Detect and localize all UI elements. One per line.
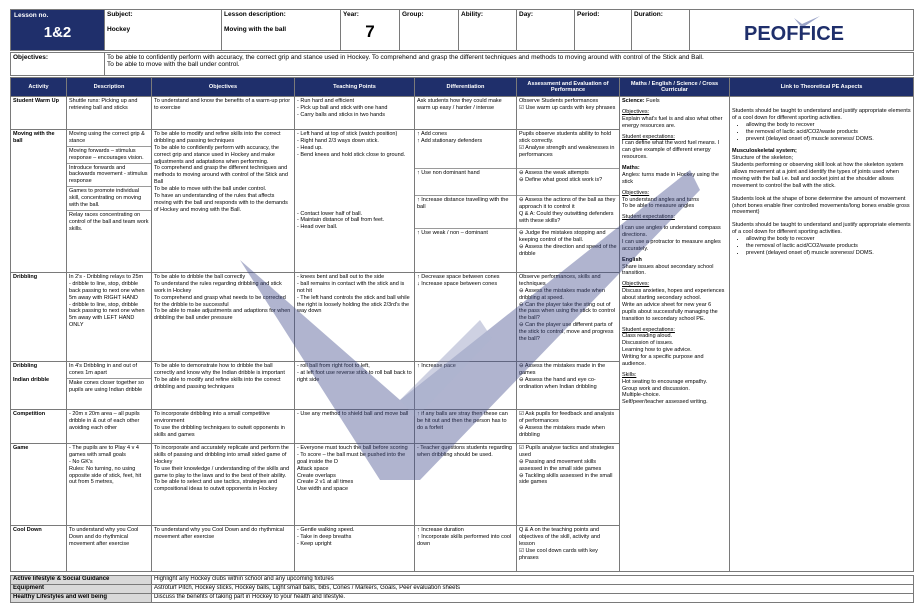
lesson-activities-table (10, 77, 914, 572)
list-item: • the removal of lactic acid/CO2/waste products (746, 129, 911, 136)
diff-competition: ↑ if any balls are stray then these can be hit out and then the person has to do a forfeit (415, 410, 517, 444)
logo-swoosh-icon (742, 14, 857, 46)
subject-label: Subject: (107, 11, 133, 18)
lesson-number-cell (11, 10, 105, 51)
day-label: Day: (519, 11, 534, 18)
objectives-table (10, 52, 914, 76)
year-cell (341, 10, 400, 51)
table-row (11, 594, 914, 603)
diff-warmup: Ask students how they could make warm up easy / harder / intense (415, 97, 517, 130)
teaching-cooldown: - Gentle walking speed. - Take in deep breaths - Keep upright (295, 526, 415, 572)
table-row (11, 576, 914, 585)
lesson-number-label: Lesson no. (14, 12, 49, 19)
teaching-competition: - Use any method to shield ball and move ball (295, 410, 415, 444)
exp2-head: Student expectations: (622, 214, 675, 221)
col-teaching-points: Teaching Points (295, 78, 415, 97)
diff-game: - Teacher questions students regarding when dribbling should be used. (415, 444, 517, 526)
col-cross-curricular: Maths / English / Science / Cross Curricular (620, 78, 730, 97)
table-row (11, 97, 914, 130)
diff-indian: ↑ Increase pace (415, 362, 517, 410)
teaching-moving (295, 130, 415, 273)
english-text: Share issues about secondary school transition. (622, 263, 714, 277)
objectives-cooldown: To understand why you Cool Down and do rhythmical movement after exercise (152, 526, 295, 572)
obj2-text: To understand angles and turns To be able to measure angles (622, 196, 700, 210)
assess-game: ☑ Pupils analyse tactics and strategies used ⊖ Passing and movement skills assessed in the small side games ⊖ Tackling skills assessed in the small side games (517, 444, 620, 526)
logo-text: PEOFFICE (744, 23, 845, 45)
moving-desc-3: Introduce forwards and backwards movement - stimulus response (67, 163, 151, 186)
period-cell (575, 10, 632, 51)
moving-desc-2: Moving forwards – stimulus response – encourages vision. (67, 146, 151, 162)
exp1-head: Student expectations: (622, 133, 675, 140)
objectives-line-1: To be able to confidently perform with accuracy, the correct grip and stance used in Hockey. To comprehend and grasp the different techniques and methods to moving around with control of the Stick and Ball. (107, 54, 704, 61)
diff-cooldown: ↑ Increase duration ↑ Incorporate skills performed into cool down (415, 526, 517, 572)
col-objectives: Objectives (152, 78, 295, 97)
objectives-dribbling: To be able to dribble the ball correctly To understand the rules regarding dribbling and stick work in Hockey To comprehend and grasp what needs to be corrected for the dribble to be successful To be able to make adjustments and adaptions for when dribbling the ball under pressure (152, 273, 295, 362)
objectives-indian: To be able to demonstrate how to dribble the ball correctly and know why the Indian dribble is important To be able to modify and refine skills into the correct dribbling and passing techniques (152, 362, 295, 410)
footer-label-healthy: Healthy Lifestyles and well being (11, 594, 152, 603)
theoretical-pe-cell (730, 97, 914, 572)
teaching-dribbling: - knees bent and ball out to the side - ball remains in contact with the stick and is not hit - The left hand controls the stick and ball while the right is loosely holding the stick 2/3rd's the way down (295, 273, 415, 362)
description-warmup: Shuttle runs: Picking up and retrieving ball and sticks (67, 97, 152, 130)
objectives-text (105, 53, 914, 76)
moving-teach-2: - Contact lower half of ball. - Maintain distance of ball from feet. - Head over ball. (297, 210, 385, 231)
lesson-number: 1&2 (43, 24, 72, 41)
assess-moving (517, 130, 620, 273)
activity-moving: Moving with the ball (11, 130, 67, 273)
musculoskeletal-head: Musculoskeletal system; (732, 148, 797, 155)
assess-warmup: Observe Students performances ☑ Use warm up cards with key phrases (517, 97, 620, 130)
list-item: • the removal of lactic acid/CO2/waste products (746, 243, 911, 250)
group-cell (400, 10, 459, 51)
activity-dribbling: Dribbling (11, 273, 67, 362)
diff-dribbling: ↑ Decrease space between cones ↓ Increase space between cones (415, 273, 517, 362)
assess-dribbling: Observe performances, skills and techniques ⊖ Assess the mistakes made when dribbling at speed. ⊖ Can the player take the sting out of the pass when using the stick to control the ball? ⊖ Can the player use different parts of the stick to control, move and progress the ball? (517, 273, 620, 362)
objectives-line-2: To be able to move with the ball under control. (107, 61, 240, 68)
theory-p1: Students should be taught to understand and justify appropriate elements of a cool down for different sporting activities. (732, 108, 911, 121)
subject-value: Hockey (107, 26, 131, 33)
science-head: Science: (622, 98, 645, 104)
lesson-description-cell (222, 10, 341, 51)
assess-cooldown: Q & A on the teaching points and objectives of the skill, activity and lesson ☑ Use cool down cards with key phrases (517, 526, 620, 572)
objectives-moving: To be able to modify and refine skills into the correct dribbling and passing techniques To be able to confidently perform with accuracy, the correct grip and stance used in Hockey and make adjustments and adaptations when performing. To comprehend and grasp the different techniques and methods to moving around with control of the Stick and Ball To be able to move with the ball under control. To have an understanding of the rules that affects moving with the ball and responds with to the demands of Hockey and moving with the Ball. (152, 130, 295, 273)
lesson-description-label: Lesson description: (224, 11, 286, 18)
year-label: Year: (343, 11, 359, 18)
moving-assess-4: ⊖ Judge the mistakes stopping and keeping control of the ball. ⊖ Assess the direction and speed of the dribble (517, 228, 619, 258)
col-theoretical-pe: Link to Theoretical PE Aspects (730, 78, 914, 97)
theory-p2: Structure of the skeleton; Students performing or observing skill look at how the skeleton system allows movement at a joint and identify the types of joints used when moving with the ball i.e. ball and socket joint at the shoulder allows movement to control the ball with the stick. (732, 155, 904, 189)
list-item: • prevent (delayed onset of) muscle soreness/ DOMS. (746, 250, 911, 257)
objectives-competition: To incorporate dribbling into a small competitive environment To use the dribbling techniques to outwit opponents in skills and games (152, 410, 295, 444)
list-item: • allowing the body to recover (746, 122, 911, 129)
theory-list-1 (732, 122, 911, 143)
moving-assess-3: ⊖ Assess the actions of the ball as they approach it to control it Q & A: Could they outwitting defenders with these skills? (517, 195, 619, 227)
description-dribbling: In 2's - Dribbling relays to 25m - dribble to line, stop, dribble back passing to next one when 5m away with RIGHT HAND - dribble to line, stop, dribble back passing to next one when 5m away with LEFT HAND ONLY (67, 273, 152, 362)
exp2-text: I can use angles to understand compass directions. I can use a protractor to measure angles accurately. (622, 225, 721, 252)
science-val: Fuels (646, 98, 660, 104)
objectives-warmup: To understand and know the benefits of a warm-up prior to exercise (152, 97, 295, 130)
theory-p3: Students look at the shape of bone determine the amount of movement (short bones enable finer controlled movements/long bones enable gross movement) (732, 195, 910, 216)
lesson-description-value: Moving with the ball (224, 26, 287, 33)
list-item: • prevent (delayed onset of) muscle soreness/ DOMS. (746, 136, 911, 143)
teaching-game: - Everyone must touch the ball before scoring - To score – the ball must be pushed into the goal inside the D Attack space Create overlaps Create 2 v1 at all times Use width and space (295, 444, 415, 526)
assess-competition: ☑ Ask pupils for feedback and analysis of performances ⊖ Assess the mistakes made when dribbling (517, 410, 620, 444)
col-description: Description (67, 78, 152, 97)
col-assessment: Assessment and Evaluation of Performance (517, 78, 620, 97)
moving-assess-1: Pupils observe students ability to hold stick correctly. ☑ Analyse strength and weaknesses in performances (519, 131, 615, 158)
description-cooldown: To understand why you Cool Down and do rhythmical movement after exercise (67, 526, 152, 572)
obj1-text: Explain what's fuel is and also what other energy resources are. (622, 115, 723, 129)
col-activity: Activity (11, 78, 67, 97)
footer-label-active-lifestyle: Active lifestyle & Social Guidance (11, 576, 152, 585)
moving-diff-4: ↑ Use weak / non – dominant (415, 228, 516, 237)
maths-head: Maths: (622, 165, 640, 171)
year-value: 7 (365, 22, 375, 41)
exp3-text: Class reading aloud. Discussion of issues. Learning how to give advice. Writing for a specific purpose and audience. (622, 333, 704, 367)
ability-cell (459, 10, 517, 51)
skills-head: Skills: (622, 371, 637, 378)
moving-teach-1: - Left hand at top of stick (watch position) - Right hand 2/3 ways down stick. - Head up. - Bend knees and hold stick close to ground. (297, 131, 406, 158)
cross-curricular-cell (620, 97, 730, 572)
col-differentiation: Differentiation (415, 78, 517, 97)
english-head: English (622, 256, 642, 263)
teaching-warmup: - Run hard and efficient - Pick up ball and stick with one hand - Carry balls and sticks in two hands (295, 97, 415, 130)
moving-desc-4: Games to promote individual skill, concentrating on moving with the ball. (67, 186, 151, 209)
description-competition: - 20m x 20m area – all pupils dribble in & out of each other avoiding each other (67, 410, 152, 444)
objectives-game: To incorporate and accurately replicate and perform the skills of passing and dribbling into small sided game of Hockey To use their knowledge / understanding of the skills and game to play to the laws and to the best of their ability. To be able to select and use tactics, strategies and compositional ideas to outwit opponents in Hockey (152, 444, 295, 526)
exp1-text: I can define what the word fuel means. I can give example of different energy resources. (622, 140, 720, 161)
footer-text-active-lifestyle: Highlight any Hockey clubs within school and any upcoming fixtures (152, 576, 914, 585)
day-cell (517, 10, 575, 51)
moving-diff-2: ↑ Use non dominant hand (415, 168, 516, 194)
obj3-head: Objectives: (622, 281, 650, 288)
footer-table (10, 575, 914, 603)
footer-text-healthy: Discuss the benefits of taking part in Hockey to your health and lifestyle. (152, 594, 914, 603)
list-item: • allowing the body to recover (746, 236, 911, 243)
skills-text: Hot seating to encourage empathy. Group work and discussion. Multiple-choice. Self/peer/teacher assessed writing. (622, 378, 708, 406)
table-row (11, 585, 914, 594)
obj2-head: Objectives: (622, 189, 650, 196)
activity-warmup: Student Warm Up (11, 97, 67, 130)
indian-desc-2: Make cones closer together so pupils are using Indian dribble (67, 378, 151, 394)
duration-label: Duration: (634, 11, 663, 18)
activity-cooldown: Cool Down (11, 526, 67, 572)
activity-indian: Dribbling Indian dribble (11, 362, 67, 410)
group-label: Group: (402, 11, 424, 18)
activity-game: Game (11, 444, 67, 526)
subject-cell (105, 10, 222, 51)
moving-desc-1: Moving using the correct grip & stance (69, 131, 145, 144)
footer-text-equipment: Astroturf Pitch, Hockey sticks, Hockey balls, Light small balls, bibs, Cones / Markers, Goals, Peer evaluation sheets (152, 585, 914, 594)
duration-cell (632, 10, 690, 51)
description-indian (67, 362, 152, 410)
peoffice-logo (742, 14, 857, 46)
indian-desc-1: In 4's Dribbling in and out of cones 1m apart (69, 363, 138, 376)
footer-label-equipment: Equipment (11, 585, 152, 594)
obj1-head: Objectives: (622, 108, 650, 115)
exp3-head: Student expectations: (622, 326, 675, 333)
period-label: Period: (577, 11, 600, 18)
assess-indian: ⊖ Assess the mistakes made in the games ⊖ Assess the hand and eye co-ordination when Indian dribbling (517, 362, 620, 410)
description-game: - The pupils are to Play 4 v 4 games with small goals - No GK's Rules: No turning, no using opposite side of stick, feet, hit out from 5 metres, (67, 444, 152, 526)
moving-diff-1: ↑ Add cones ↑ Add stationary defenders (417, 131, 483, 144)
moving-diff-3: ↑ Increase distance travelling with the ball (415, 195, 516, 227)
teaching-indian: - roll ball from right foot to left, - at left foot use reverse stick to roll ball back to right side (295, 362, 415, 410)
diff-moving (415, 130, 517, 273)
theory-list-2 (732, 236, 911, 257)
activity-competition: Competition (11, 410, 67, 444)
ability-label: Ability: (461, 11, 484, 18)
moving-assess-2: ⊖ Assess the weak attempts ⊖ Define what good stick work is? (517, 168, 619, 194)
objectives-label: Objectives: (11, 53, 105, 76)
moving-desc-5: Relay races concentrating on control of the ball and team work skills. (67, 210, 151, 233)
description-moving (67, 130, 152, 273)
theory-p4: Students should be taught to understand and justify appropriate elements of a cool down for different sporting activities. (732, 222, 911, 236)
obj3-text: Discuss anxieties, hopes and experiences about starting secondary school. Write an advice sheet for new year 6 pupils about successfully managing the transition to secondary school PE. (622, 288, 725, 322)
maths-text: Angles: turns made in Hockey using the stick (622, 171, 719, 185)
